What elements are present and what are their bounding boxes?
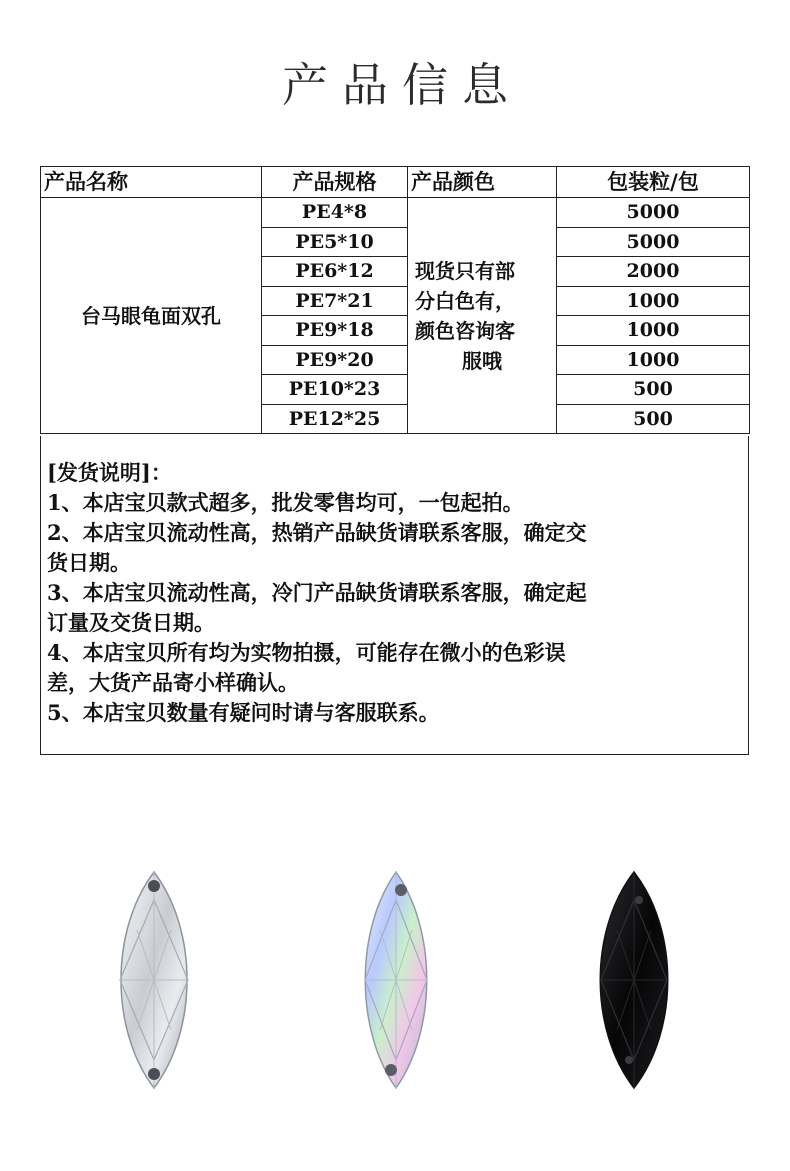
spec-cell: PE7*21 — [262, 286, 408, 316]
color-line: 颜色咨询客 — [415, 318, 515, 343]
qty-cell: 1000 — [557, 316, 750, 346]
spec-cell: PE9*20 — [262, 345, 408, 375]
header-product-name: 产品名称 — [41, 167, 262, 198]
qty-cell: 5000 — [557, 227, 750, 257]
table-header-row — [41, 167, 750, 198]
qty-cell: 500 — [557, 404, 750, 434]
note-line: 1、本店宝贝款式超多，批发零售均可，一包起拍。 — [47, 490, 524, 515]
qty-cell: 500 — [557, 375, 750, 405]
note-line: 货日期。 — [47, 550, 131, 575]
color-cell — [408, 198, 557, 434]
gem-ab-image — [349, 870, 443, 1090]
gem-black-image — [584, 870, 684, 1090]
header-pack-qty: 包装粒/包 — [557, 167, 750, 198]
qty-cell: 1000 — [557, 345, 750, 375]
note-line: 5、本店宝贝数量有疑问时请与客服联系。 — [47, 700, 440, 725]
note-line: 2、本店宝贝流动性高，热销产品缺货请联系客服，确定交 — [47, 520, 587, 545]
table-row — [41, 198, 750, 228]
spec-table — [40, 166, 750, 434]
shipping-notes — [40, 436, 749, 755]
color-line: 现货只有部 — [415, 258, 515, 283]
spec-cell: PE4*8 — [262, 198, 408, 228]
header-spec: 产品规格 — [262, 167, 408, 198]
qty-cell: 2000 — [557, 257, 750, 287]
note-line: 订量及交货日期。 — [47, 610, 215, 635]
spec-cell: PE6*12 — [262, 257, 408, 287]
page-title: 产品信息 — [282, 58, 522, 112]
qty-cell: 5000 — [557, 198, 750, 228]
spec-cell: PE5*10 — [262, 227, 408, 257]
gem-clear-image — [102, 870, 206, 1090]
notes-heading: [发货说明]： — [47, 460, 172, 485]
color-line: 分白色有， — [415, 288, 515, 313]
spec-cell: PE10*23 — [262, 375, 408, 405]
color-line: 服哦 — [462, 348, 502, 373]
note-line: 差，大货产品寄小样确认。 — [47, 670, 299, 695]
product-name-cell: 台马眼龟面双孔 — [41, 198, 262, 434]
spec-cell: PE12*25 — [262, 404, 408, 434]
header-color: 产品颜色 — [408, 167, 557, 198]
note-line: 4、本店宝贝所有均为实物拍摄，可能存在微小的色彩误 — [47, 640, 566, 665]
note-line: 3、本店宝贝流动性高，冷门产品缺货请联系客服，确定起 — [47, 580, 587, 605]
qty-cell: 1000 — [557, 286, 750, 316]
spec-cell: PE9*18 — [262, 316, 408, 346]
